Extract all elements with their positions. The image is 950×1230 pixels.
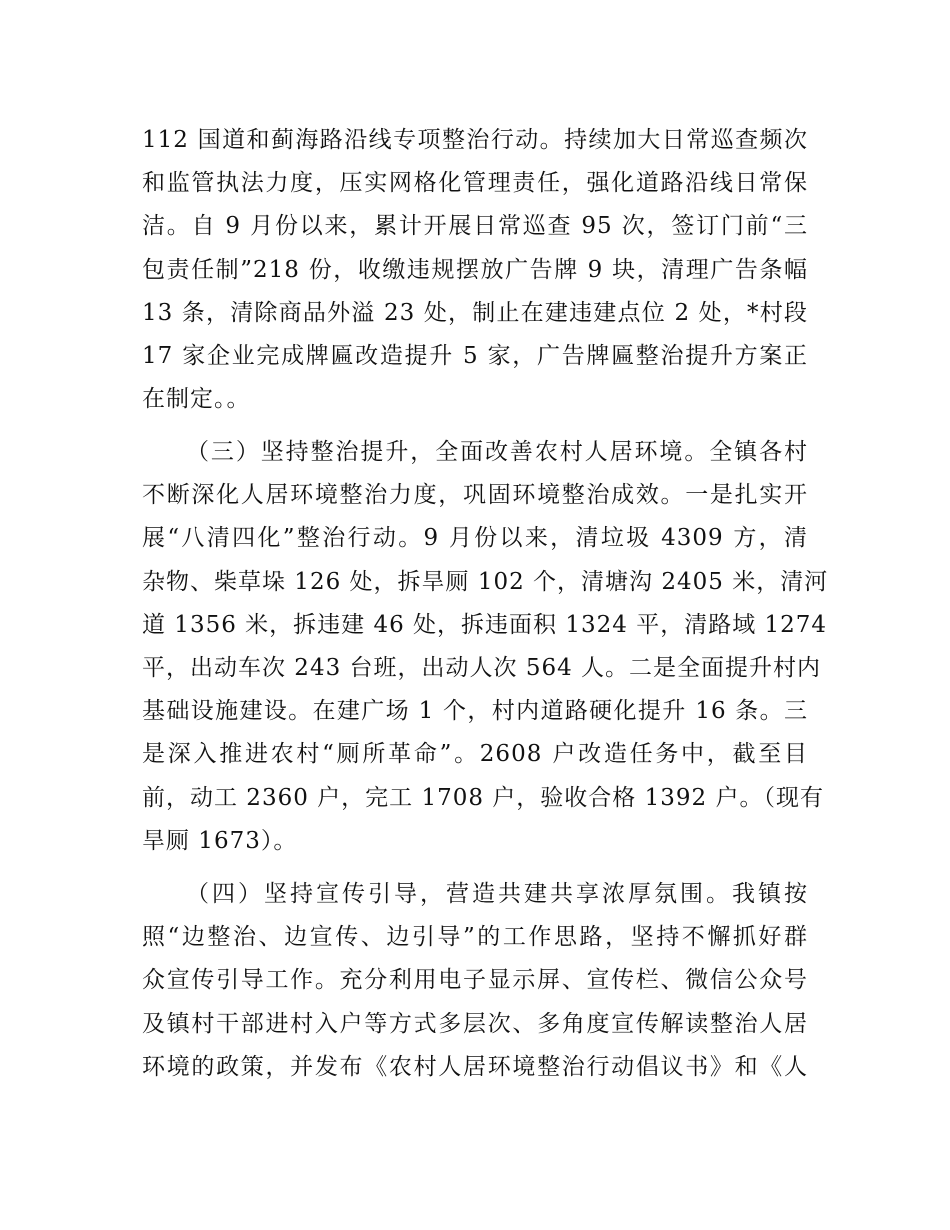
text-line: 13 条，清除商品外溢 23 处，制止在建违建点位 2 处，*村段 xyxy=(142,299,808,326)
text-line: 旱厕 1673）。 xyxy=(142,827,298,854)
text-line: 及镇村干部进村入户等方式多层次、多角度宣传解读整治人居 xyxy=(142,1010,808,1037)
text-line: 17 家企业完成牌匾改造提升 5 家，广告牌匾整治提升方案正 xyxy=(142,343,808,370)
text-line: 前，动工 2360 户，完工 1708 户，验收合格 1392 户。（现有 xyxy=(142,784,824,811)
text-line: 和监管执法力度，压实网格化管理责任，强化道路沿线日常保 xyxy=(142,170,808,197)
text-line: 环境的政策，并发布《农村人居环境整治行动倡议书》和《人 xyxy=(142,1053,808,1080)
text-line: 不断深化人居环境整治力度，巩固环境整治成效。一是扎实开 xyxy=(142,482,808,509)
text-line: 展“八清四化”整治行动。9 月份以来，清垃圾 4309 方，清 xyxy=(142,525,808,552)
text-line: 包责任制”218 份，收缴违规摆放广告牌 9 块，清理广告条幅 xyxy=(142,256,808,283)
text-line: （四）坚持宣传引导，营造共建共享浓厚氛围。我镇按 xyxy=(186,881,808,907)
text-line: （三）坚持整治提升，全面改善农村人居环境。全镇各村 xyxy=(186,439,808,465)
text-line: 112 国道和蓟海路沿线专项整治行动。持续加大日常巡查频次 xyxy=(142,127,808,153)
paragraph-publicity-guidance xyxy=(142,873,808,1089)
text-line: 是深入推进农村“厕所革命”。2608 户改造任务中，截至目 xyxy=(142,741,808,768)
text-line: 杂物、柴草垛 126 处，拆旱厕 102 个，清塘沟 2405 米，清河 xyxy=(142,568,829,595)
text-line: 洁。自 9 月份以来，累计开展日常巡查 95 次，签订门前“三 xyxy=(142,213,808,240)
text-line: 平，出动车次 243 台班，出动人次 564 人。二是全面提升村内 xyxy=(142,655,822,682)
text-line: 基础设施建设。在建广场 1 个，村内道路硬化提升 16 条。三 xyxy=(142,698,808,725)
paragraph-special-rectification xyxy=(142,119,808,421)
text-line: 照“边整治、边宣传、边引导”的工作思路，坚持不懈抓好群 xyxy=(142,924,808,951)
text-line: 众宣传引导工作。充分利用电子显示屏、宣传栏、微信公众号 xyxy=(142,967,808,994)
text-line: 在制定。。 xyxy=(142,386,251,413)
text-line: 道 1356 米，拆违建 46 处，拆违面积 1324 平，清路域 1274 xyxy=(142,611,828,638)
paragraph-rural-living-environment xyxy=(142,431,829,863)
